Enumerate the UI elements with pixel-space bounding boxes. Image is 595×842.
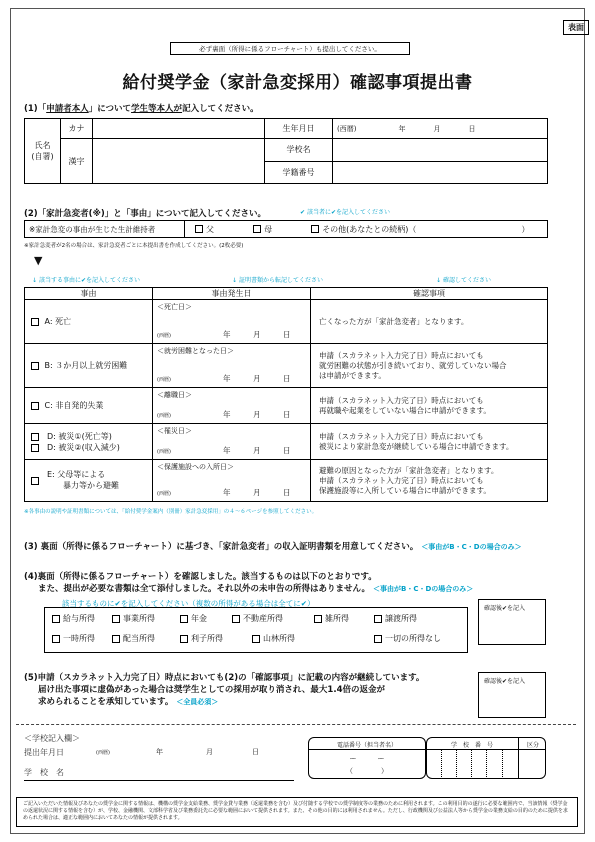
income-dividend-checkbox[interactable] — [112, 635, 120, 643]
digit-divider — [502, 749, 503, 779]
income-none-checkbox[interactable] — [374, 635, 382, 643]
birth-input[interactable]: (西暦) 年 月 日 — [333, 119, 548, 139]
col-confirm: 確認事項 — [311, 288, 548, 300]
income-label: 利子所得 — [191, 634, 223, 643]
division-divider — [518, 737, 519, 779]
student-no-input[interactable] — [333, 161, 548, 183]
ymd-input[interactable]: 年 月 日 — [223, 488, 291, 497]
householder-table — [24, 220, 548, 238]
section5-tag: ＜全員必須＞ — [176, 698, 219, 706]
submit-day[interactable]: 日 — [252, 748, 259, 756]
income-label: 一時所得 — [63, 634, 95, 643]
income-realestate-checkbox[interactable] — [232, 615, 240, 623]
income-row-2 — [52, 633, 462, 644]
ymd-input[interactable]: 年 月 日 — [223, 410, 291, 419]
mother-checkbox[interactable] — [253, 225, 261, 233]
reason-table — [24, 287, 548, 502]
kana-input[interactable] — [93, 119, 265, 139]
seireki-label: (西暦) — [157, 491, 171, 497]
date-label: ＜死亡日＞ — [157, 303, 192, 311]
section4-hint: 該当するものに✔を記入してください（複数の所得がある場合は全てに✔） — [62, 599, 315, 608]
seireki-label: (西暦) — [157, 333, 171, 339]
other-close: ） — [521, 224, 530, 234]
col-date: 事由発生日 — [153, 288, 311, 300]
section2-hint: ✔ 該当者に✔を記入してください — [300, 209, 390, 216]
income-label: 配当所得 — [123, 634, 155, 643]
date-label: ＜保護施設への入所日＞ — [157, 463, 234, 471]
income-business-checkbox[interactable] — [112, 615, 120, 623]
income-label: 山林所得 — [263, 634, 295, 643]
reason-a-label: A: 死亡 — [44, 317, 72, 326]
submit-month[interactable]: 月 — [206, 748, 213, 756]
privacy-notice: ご記入いただいた情報及びあなたの奨学金に関する情報は、機構の奨学金支給業務、奨学金貸与業務（返還業務を含む）及び付随する学校での奨学制度等の業務のために利用されます。この利用目的の遂行に必要な範囲内で、当該情報（奨学金の返還状況に関する情報を含む）が、学校、金融機関、文部科学省及び業務委託先に必要な範囲において提供されます。また、その他の目的には利用されません。ただし、行政機関及び公益法人等から奨学金の業務支給の目的のために提供を求められた場合は、適正な範囲内においてあなたの情報が提供されます。 — [16, 797, 578, 827]
income-label: 年金 — [191, 614, 207, 623]
table-row — [25, 300, 548, 344]
submit-year[interactable]: 年 — [156, 748, 163, 756]
section4-text: (4)裏面（所得に係るフローチャート）を確認しました。該当するものは以下のとおりです。 また、提出が必要な書類は全て添付しました。それ以外の未申告の所得はありません。 ＜事由がB・C・Dの場合のみ＞ — [24, 572, 474, 594]
kana-label: カナ — [61, 119, 93, 139]
notice-banner: 必ず裏面（所得に係るフローチャート）も提出してください。 — [170, 42, 410, 55]
school-name-label: 学 校 名 — [24, 768, 64, 777]
section3-tag: ＜事由がB・C・Dの場合のみ＞ — [421, 543, 522, 551]
down-triangle-icon: ▼ — [34, 254, 43, 267]
reason-b-checkbox[interactable] — [31, 362, 39, 370]
section2-heading: (2)「家計急変者(※)」と「事由」について記入してください。 — [24, 209, 267, 219]
income-misc-checkbox[interactable] — [314, 615, 322, 623]
school-input[interactable] — [333, 139, 548, 161]
section5-text: (5)申請（スカラネット入力完了日）時点においても(2)の「確認事項」に記載の内容が継続しています。 届け出た事項に虚偽があった場合は奨学生としての採用が取り消され、最大1.4倍の返金が 求められることを承知しています。 ＜全員必須＞ — [24, 673, 425, 707]
submit-seireki: (西暦) — [96, 750, 110, 756]
householder-label: ※家計急変の事由が生じた生計維持者 — [25, 221, 185, 238]
income-transfer-checkbox[interactable] — [374, 615, 382, 623]
reason-e-checkbox[interactable] — [31, 477, 39, 485]
reason-c-checkbox[interactable] — [31, 402, 39, 410]
income-temporary-checkbox[interactable] — [52, 635, 60, 643]
phone-divider — [308, 749, 426, 750]
check-hint-icon: ✔ — [300, 209, 306, 216]
page-title: 給付奨学金（家計急変採用）確認事項提出書 — [122, 73, 473, 93]
seireki-label: (西暦) — [157, 449, 171, 455]
date-label: ＜離職日＞ — [157, 391, 192, 399]
section4-check-box[interactable]: 確認後✔を記入 — [478, 599, 546, 645]
reason-b-label: B: ３か月以上就労困難 — [44, 361, 128, 370]
cut-line — [16, 724, 576, 725]
ymd-input[interactable]: 年 月 日 — [223, 374, 291, 383]
confirm-text: 申請（スカラネット入力完了日）時点においても 再就職や起業をしていない場合に申請ができます。 — [311, 388, 548, 424]
income-label: 譲渡所得 — [385, 614, 417, 623]
section5-check-box[interactable]: 確認後✔を記入 — [478, 672, 546, 718]
confirm-text: 避難の原因となった方が「家計急変者」となります。 申請（スカラネット入力完了日）時点においても 保護施設等に入所している場合に申請ができます。 — [311, 460, 548, 502]
ymd-input[interactable]: 年 月 日 — [223, 446, 291, 455]
school-no-label: 学 校 番 号 — [450, 742, 493, 749]
income-label: 雑所得 — [325, 614, 349, 623]
income-interest-checkbox[interactable] — [180, 635, 188, 643]
hint-date: ↓ 証明書類から転記してください — [232, 277, 323, 284]
date-label: ＜就労困難となった日＞ — [157, 347, 234, 355]
table-row — [25, 344, 548, 388]
reason-c-label: C: 非自発的失業 — [44, 401, 104, 410]
table-row — [25, 424, 548, 460]
reason-a-checkbox[interactable] — [31, 318, 39, 326]
submit-date-label: 提出年月日 — [24, 748, 64, 757]
income-row-1 — [52, 613, 462, 624]
ymd-input[interactable]: 年 月 日 — [223, 330, 291, 339]
section4-tag: ＜事由がB・C・Dの場合のみ＞ — [372, 585, 474, 593]
phone-label: 電話番号（担当者名） — [336, 742, 397, 749]
student-no-label: 学籍番号 — [265, 161, 333, 183]
section2-footnote: ※家計急変者が2名の場合は、家計急変者ごとに本提出書を作成してください。(2枚必要) — [24, 243, 244, 249]
school-label: 学校名 — [265, 139, 333, 161]
section1-heading: (1)「申請者本人」について学生等本人が記入してください。 — [24, 104, 259, 114]
kanji-label: 漢字 — [61, 139, 93, 184]
col-reason: 事由 — [25, 288, 153, 300]
reason-d-label: D: 被災①(死亡等) D: 被災②(収入減少) — [47, 432, 120, 452]
mother-label: 母 — [264, 224, 273, 234]
applicant-table — [24, 118, 548, 184]
reason-d2-checkbox[interactable] — [31, 444, 39, 452]
phone-paren[interactable]: （ ） — [346, 767, 388, 775]
kanji-input[interactable] — [93, 139, 265, 184]
other-label: その他(あなたとの続柄)（ — [322, 224, 417, 234]
school-use-label: ＜学校記入欄＞ — [24, 734, 80, 743]
income-forest-checkbox[interactable] — [252, 635, 260, 643]
date-label: ＜罹災日＞ — [157, 427, 192, 435]
division-label: 区分 — [526, 742, 539, 749]
side-label: 表面 — [563, 20, 589, 35]
father-label: 父 — [206, 224, 214, 234]
other-checkbox[interactable] — [311, 225, 319, 233]
hint-reason: ↓ 該当する事由に✔を記入してください — [32, 277, 140, 284]
confirm-text: 亡くなった方が「家計急変者」となります。 — [311, 300, 548, 344]
digit-divider — [471, 749, 472, 779]
phone-value[interactable]: ー ー — [349, 755, 385, 763]
section2-bottom-note: ※各事由の説明や証明書類については、「給付奨学金案内（別冊）家計急変採用」の４～６ページを参照してください。 — [24, 509, 318, 515]
digit-divider — [456, 749, 457, 779]
section3-text: (3) 裏面（所得に係るフローチャート）に基づき、「家計急変者」の収入証明書類を用意してください。 ＜事由がB・C・Dの場合のみ＞ — [24, 542, 522, 552]
income-label: 事業所得 — [123, 614, 155, 623]
reason-d1-checkbox[interactable] — [31, 433, 39, 441]
table-row — [25, 388, 548, 424]
school-name-line — [24, 780, 294, 781]
income-label: 不動産所得 — [243, 614, 283, 623]
income-label: 給与所得 — [63, 614, 95, 623]
seireki-label: (西暦) — [157, 377, 171, 383]
birth-label: 生年月日 — [265, 119, 333, 139]
income-pension-checkbox[interactable] — [180, 615, 188, 623]
reason-e-label: E: 父母等による 暴力等から避難 — [47, 470, 119, 490]
confirm-text: 申請（スカラネット入力完了日）時点においても 就労困難の状態が引き続いており、就労していない場合 は申請ができます。 — [311, 344, 548, 388]
digit-divider — [441, 749, 442, 779]
father-checkbox[interactable] — [195, 225, 203, 233]
confirm-text: 申請（スカラネット入力完了日）時点においても 被災により家計急変が継続している場合に申請できます。 — [311, 424, 548, 460]
seireki-label: (西暦) — [157, 413, 171, 419]
table-row — [25, 460, 548, 502]
income-label: 一切の所得なし — [385, 634, 441, 643]
hint-confirm: ↓ 確認してください — [436, 277, 491, 284]
name-label: 氏名 (自署) — [25, 119, 61, 184]
income-salary-checkbox[interactable] — [52, 615, 60, 623]
digit-divider — [486, 749, 487, 779]
